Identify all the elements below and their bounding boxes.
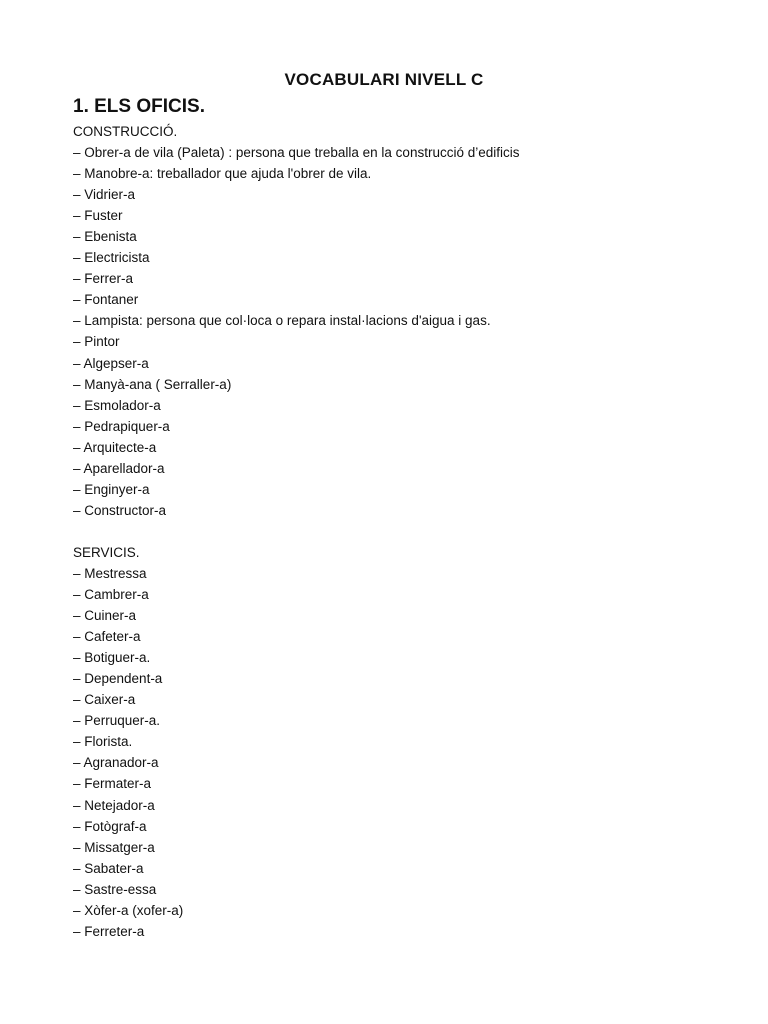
list-item: – Xòfer-a (xofer-a) — [73, 902, 184, 918]
list-item: – Algepser-a — [73, 355, 149, 371]
list-item: – Mestressa — [73, 565, 147, 581]
category-heading-servicis: SERVICIS. — [73, 544, 140, 560]
list-item: – Dependent-a — [73, 671, 163, 687]
list-item: – Fuster — [73, 208, 123, 224]
list-item: – Fotògraf-a — [73, 818, 147, 834]
list-item: – Botiguer-a. — [73, 650, 151, 666]
list-item: – Enginyer-a — [73, 481, 150, 497]
list-item: – Sastre-essa — [73, 881, 157, 897]
list-item: – Cambrer-a — [73, 587, 149, 603]
list-item: – Fontaner — [73, 292, 139, 308]
list-item: – Florista. — [73, 734, 133, 750]
list-item: – Obrer-a de vila (Paleta) : persona que treballa en la construcció d’edificis — [73, 145, 520, 161]
list-item: – Constructor-a — [73, 502, 167, 518]
list-item: – Fermater-a — [73, 776, 152, 792]
list-item: – Aparellador-a — [73, 460, 165, 476]
list-item: – Arquitecte-a — [73, 439, 157, 455]
document-title: VOCABULARI NIVELL C — [284, 70, 484, 89]
list-item: – Esmolador-a — [73, 397, 161, 413]
list-item: – Ferreter-a — [73, 923, 145, 939]
list-item: – Cafeter-a — [73, 629, 141, 645]
list-item: – Ferrer-a — [73, 271, 134, 287]
list-item: – Sabater-a — [73, 860, 144, 876]
list-item: – Pedrapiquer-a — [73, 418, 170, 434]
list-item: – Electricista — [73, 250, 150, 266]
list-item: – Lampista: persona que col·loca o repara instal·lacions d'aigua i gas. — [73, 313, 491, 329]
list-item: – Vidrier-a — [73, 187, 136, 203]
list-item: – Pintor — [73, 334, 120, 350]
construccio-list — [73, 142, 713, 521]
list-item: – Ebenista — [73, 229, 137, 245]
list-item: – Netejador-a — [73, 797, 155, 813]
list-item: – Cuiner-a — [73, 608, 137, 624]
list-item: – Manyà-ana ( Serraller-a) — [73, 376, 232, 392]
servicis-list — [73, 563, 713, 942]
list-item: – Manobre-a: treballador que ajuda l'obrer de vila. — [73, 166, 372, 182]
list-item: – Perruquer-a. — [73, 713, 161, 729]
category-heading-construccio: CONSTRUCCIÓ. — [73, 124, 178, 139]
document-body — [73, 121, 713, 942]
section-heading: 1. ELS OFICIS. — [73, 96, 205, 117]
list-item: – Caixer-a — [73, 692, 136, 708]
list-item: – Missatger-a — [73, 839, 155, 855]
blank-line — [73, 521, 713, 542]
list-item: – Agranador-a — [73, 755, 159, 771]
